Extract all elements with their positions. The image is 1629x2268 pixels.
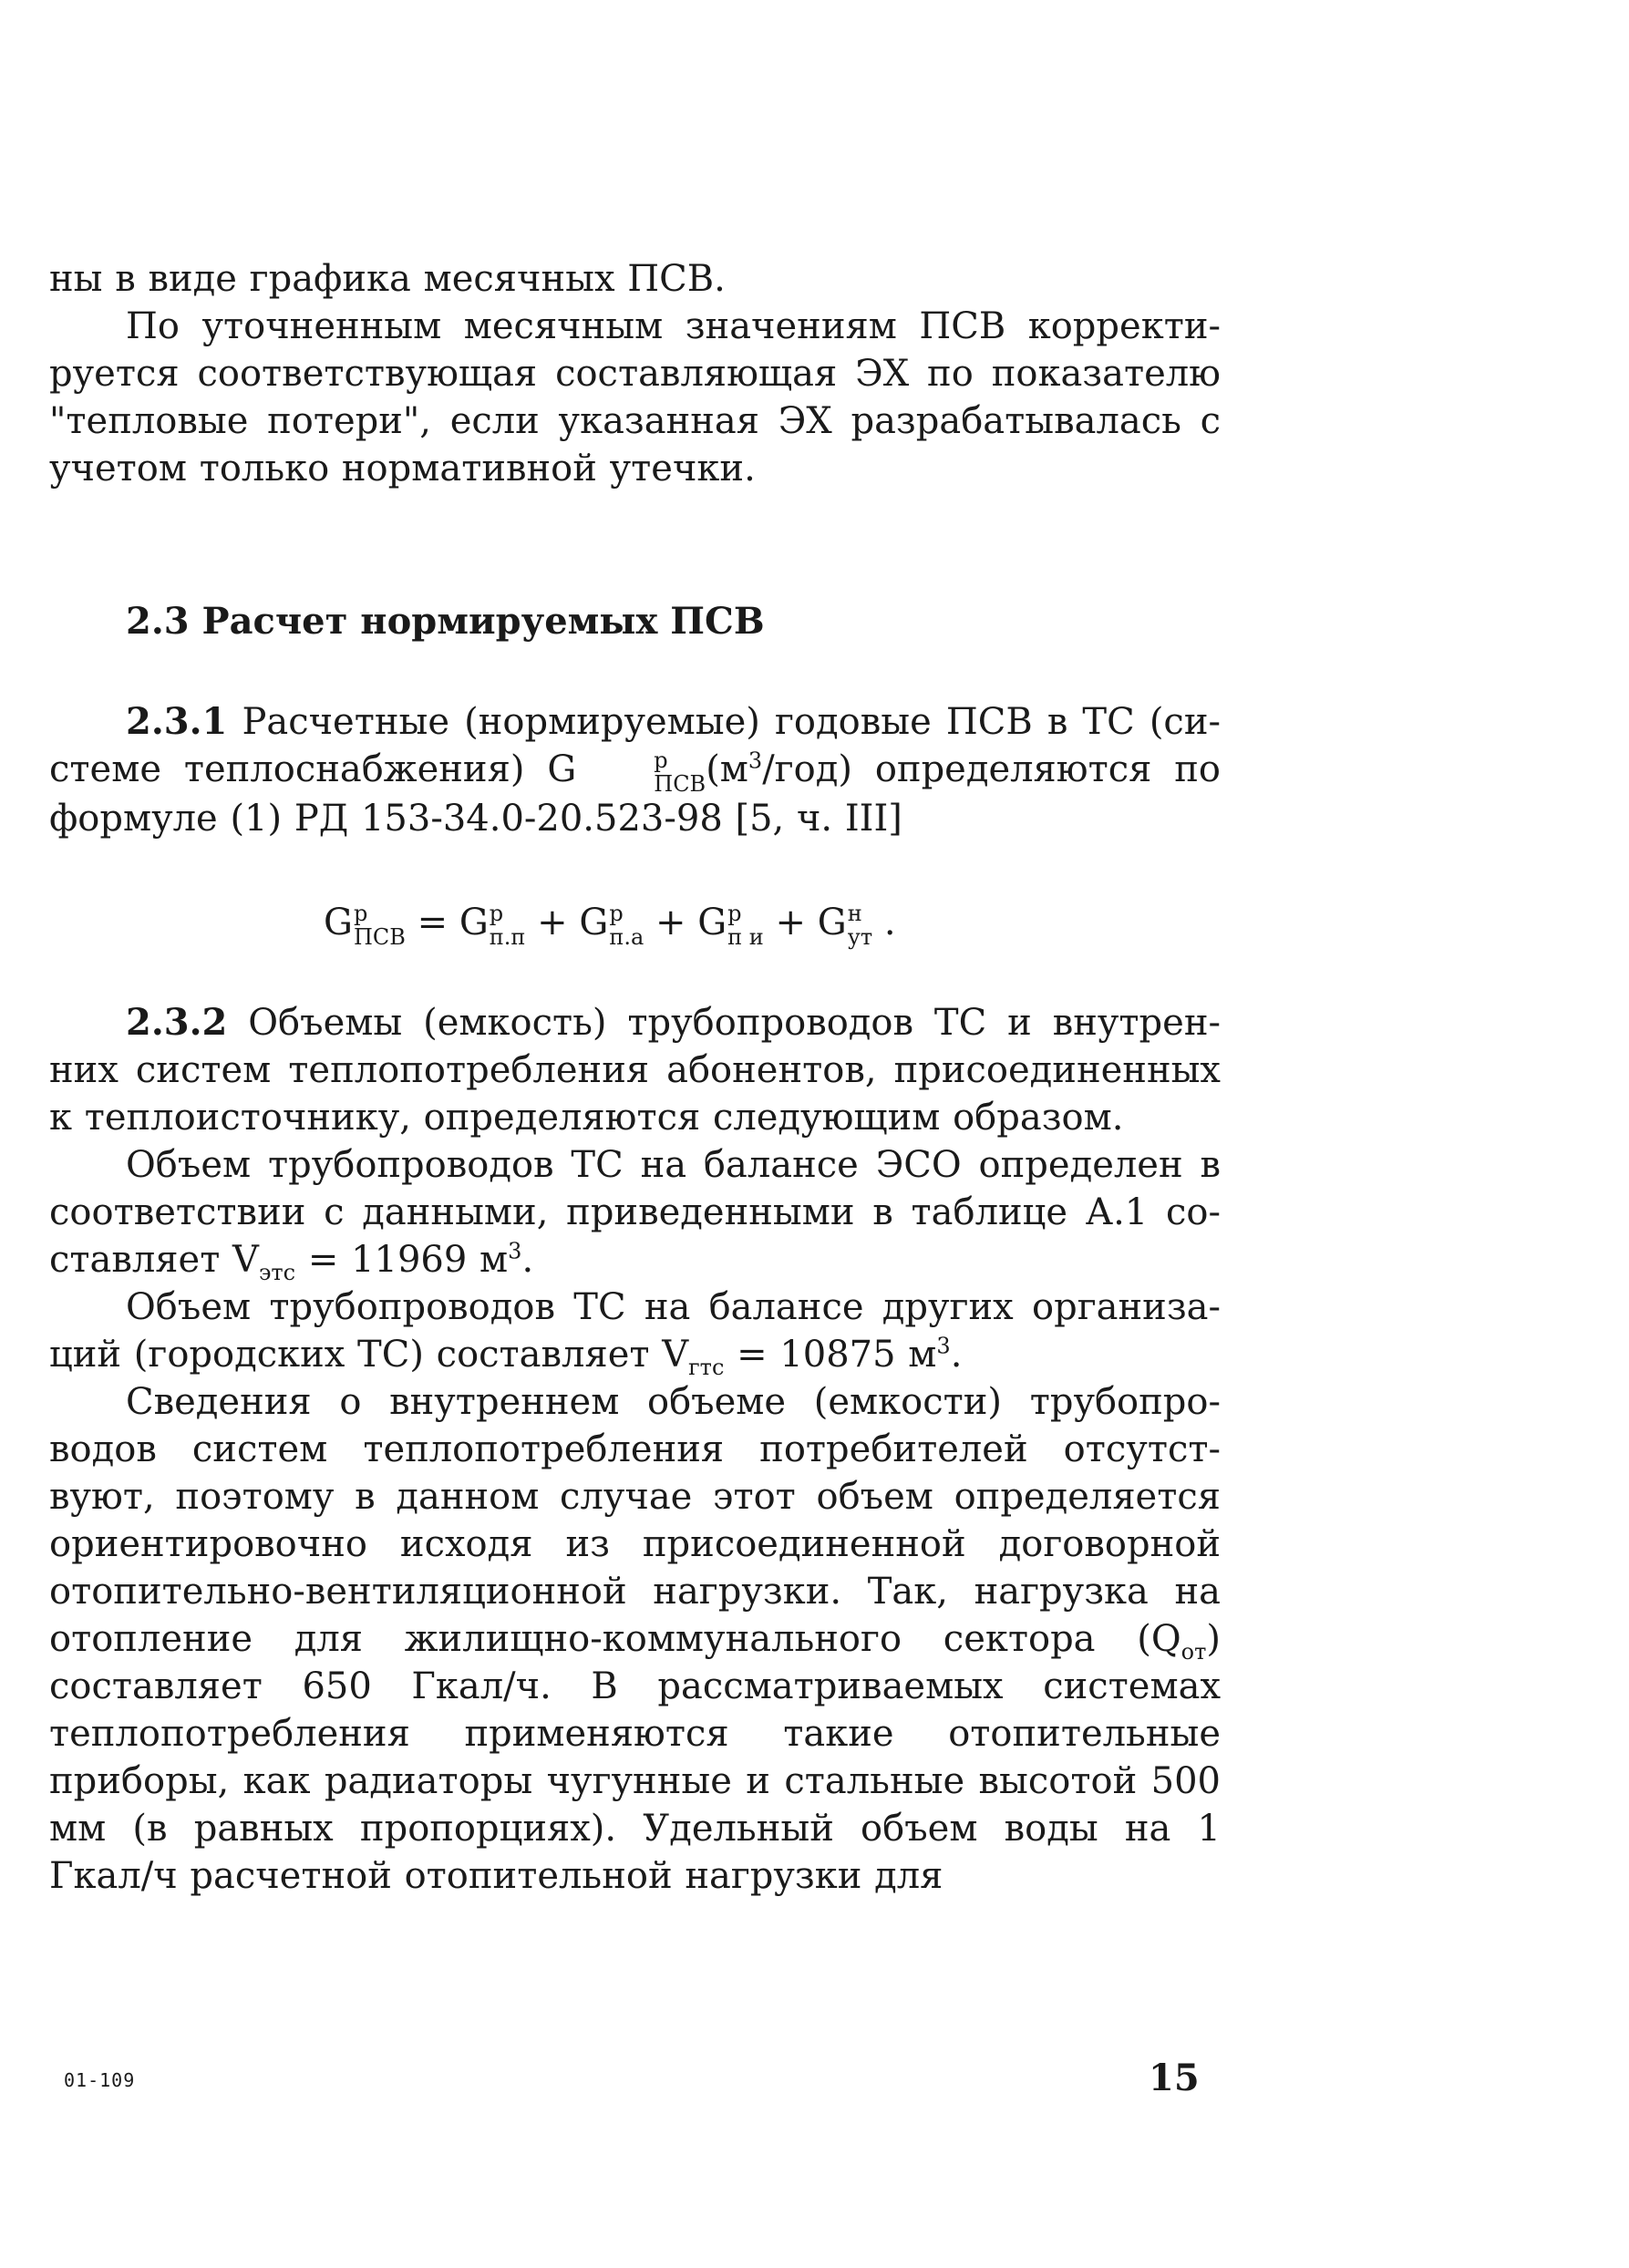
paragraph-2-3-2: 2.3.2 Объемы (емкость) трубопроводов ТС и внутренних систем теплопотребления абонентов, присоединенных к теплоисточнику, определяются следующим образом. xyxy=(49,1001,1221,1139)
section-heading: 2.3 Расчет нормируемых ПСВ xyxy=(126,600,765,643)
clause-text-a: Расчетные (нормируемые) годовые ПСВ в ТС (системе теплоснабжения) xyxy=(49,701,1221,790)
paragraph-gts-volume: Объем трубопроводов ТС на балансе других организаций (городских ТС) составляет $V_{гтс} = 10875$ $м^3$. xyxy=(49,1286,1221,1380)
paragraph-2-3-1 xyxy=(49,698,1221,842)
formula-psv: G p ПСВ = G p п.п + G p п.а + G p п и + G н ут . xyxy=(324,901,896,950)
paragraph-eso-volume: Объем трубопроводов ТС на балансе ЭСО определен в соответствии с данными, приведенными в таблице А.1 составляет $V_{этс} = 11969$ $м^3$. xyxy=(49,1144,1221,1285)
unit-close: /год) xyxy=(762,748,852,790)
top-text-block xyxy=(49,255,1221,492)
clause-number: 2.3.2 xyxy=(126,1001,228,1044)
section-2-3-2 xyxy=(49,999,1221,1900)
section-2-3-1 xyxy=(49,698,1221,842)
document-code: 01-109 xyxy=(64,2069,136,2091)
unit-exponent: 3 xyxy=(747,747,763,774)
g-scripts: p ПСВ xyxy=(654,747,706,797)
clause-number: 2.3.1 xyxy=(126,700,228,743)
paragraph-internal-volume: Сведения о внутреннем объеме (емкости) трубопроводов систем теплопотребления потребителей отсутствуют, поэтому в данном случае этот объем определяется ориентировочно исходя из присоединенной договорной отопительно-вентиляционной нагрузки. Так, нагрузка на отопление для жилищно-коммунального сектора $(Q_{от})$ составляет 650 Гкал/ч. В рассматриваемых системах теплопотребления применяются такие отопительные приборы, как радиаторы чугунные и стальные высотой 500 мм (в равных пропорциях). Удельный объем воды на 1 Гкал/ч расчетной отопительной нагрузки для xyxy=(49,1381,1221,1897)
unit-open: (м xyxy=(706,748,748,790)
continuation-line: ны в виде графика месячных ПСВ. xyxy=(49,258,726,300)
page-number: 15 xyxy=(1149,2057,1200,2099)
g-symbol: G xyxy=(547,748,577,790)
paragraph-correction: По уточненным месячным значениям ПСВ корректируется соответствующая составляющая ЭХ по показателю "тепловые потери", если указанная ЭХ разрабатывалась с учетом только нормативной утечки. xyxy=(49,305,1221,490)
clause-text-b: определяются по формуле (1) РД 153-34.0-20.523-98 [5, ч. III] xyxy=(49,748,1221,840)
